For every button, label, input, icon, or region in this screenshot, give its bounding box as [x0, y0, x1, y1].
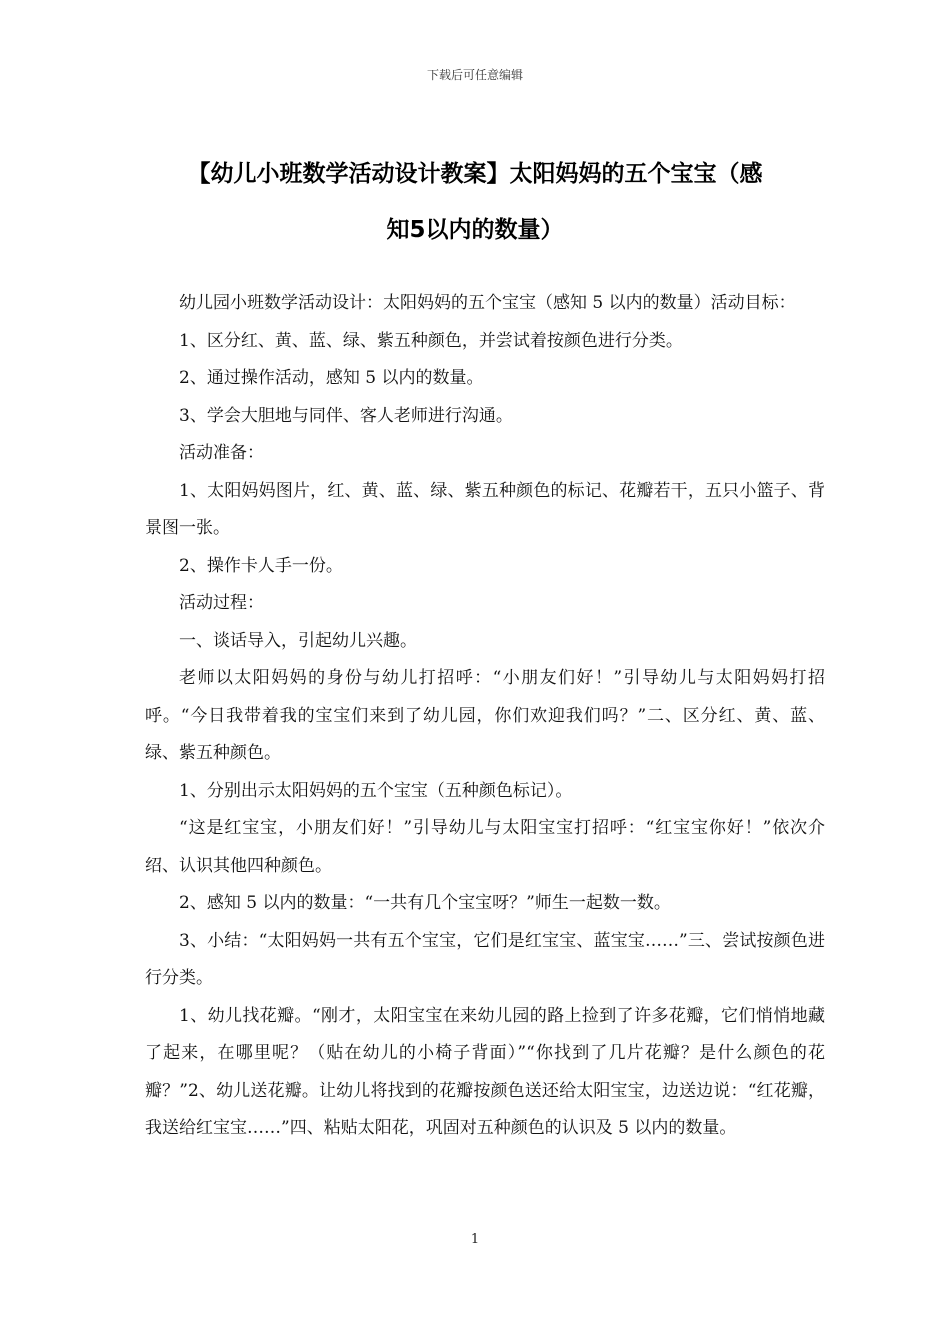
page-number: 1 [470, 1232, 480, 1247]
paragraph-count: 2、感知 5 以内的数量：“一共有几个宝宝呀？”师生一起数一数。 [179, 893, 671, 913]
paragraph-goal-2: 2、通过操作活动，感知 5 以内的数量。 [179, 368, 484, 388]
document-title [100, 146, 850, 258]
paragraph-petals: 1、幼儿找花瓣。“刚才，太阳宝宝在来幼儿园的路上捡到了许多花瓣，它们悄悄地藏了起来，在哪里呢？（贴在幼儿的小椅子背面）”“你找到了几片花瓣？是什么颜色的花瓣？”2、幼儿送花瓣。让幼儿将找到的花瓣按颜色送还给太阳宝宝，边送边说：“红花瓣，我送给红宝宝……”四、粘贴太阳花，巩固对五种颜色的认识及 5 以内的数量。 [145, 1005, 825, 1138]
paragraph-intro: 幼儿园小班数学活动设计：太阳妈妈的五个宝宝（感知 5 以内的数量）活动目标： [179, 293, 796, 313]
paragraph-prep-1: 1、太阳妈妈图片，红、黄、蓝、绿、紫五种颜色的标记、花瓣若干，五只小篮子、背景图一张。 [145, 480, 825, 538]
paragraph-goal-1: 1、区分红、黄、蓝、绿、紫五种颜色，并尝试着按颜色进行分类。 [179, 330, 683, 351]
section-heading-preparation: 活动准备： [179, 443, 264, 463]
paragraph-greeting: 老师以太阳妈妈的身份与幼儿打招呼：“小朋友们好！”引导幼儿与太阳妈妈打招呼。“今日我带着我的宝宝们来到了幼儿园，你们欢迎我们吗？”二、区分红、黄、蓝、绿、紫五种颜色。 [145, 668, 825, 763]
document-body [145, 285, 825, 1148]
header-note: 下载后可任意编辑 [426, 68, 523, 82]
paragraph-show-babies: 1、分别出示太阳妈妈的五个宝宝（五种颜色标记）。 [179, 780, 573, 801]
title-line-1: 【幼儿小班数学活动设计教案】太阳妈妈的五个宝宝（感 [187, 161, 763, 187]
title-line-2: 知5以内的数量） [386, 217, 564, 243]
paragraph-summary: 3、小结：“太阳妈妈一共有五个宝宝，它们是红宝宝、蓝宝宝……”三、尝试按颜色进行分类。 [145, 930, 825, 988]
paragraph-prep-2: 2、操作卡人手一份。 [179, 555, 343, 576]
paragraph-red-baby: “这是红宝宝，小朋友们好！”引导幼儿与太阳宝宝打招呼：“红宝宝你好！”依次介绍、认识其他四种颜色。 [145, 818, 825, 876]
paragraph-goal-3: 3、学会大胆地与同伴、客人老师进行沟通。 [179, 405, 513, 426]
paragraph-step-1: 一、谈话导入，引起幼儿兴趣。 [179, 630, 417, 651]
section-heading-process: 活动过程： [179, 593, 264, 613]
